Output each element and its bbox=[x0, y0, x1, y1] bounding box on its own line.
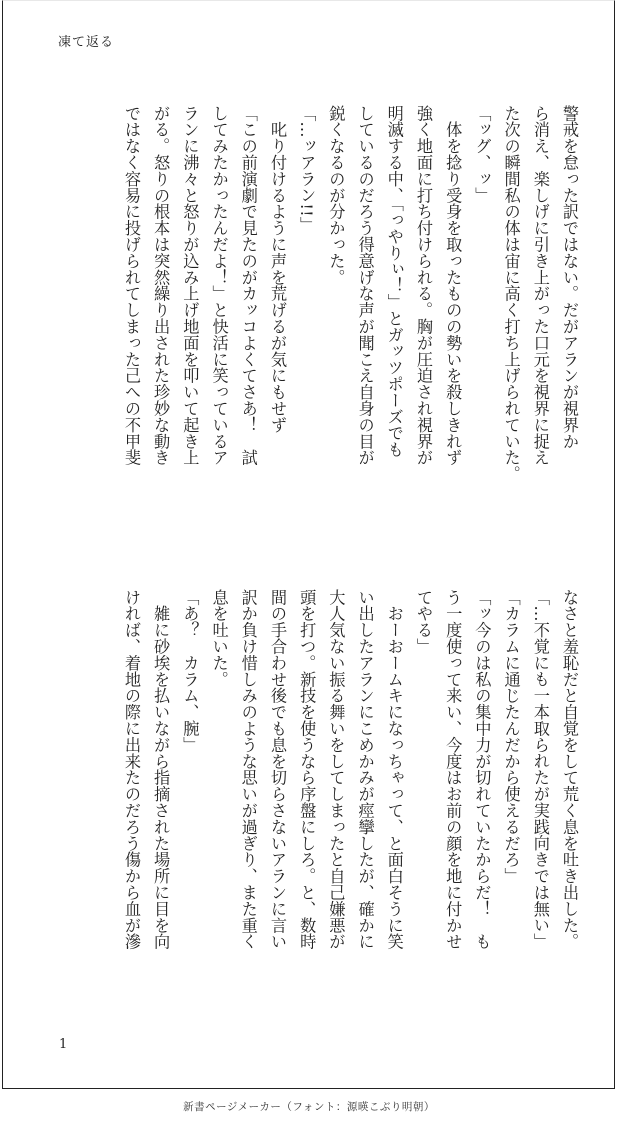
text-column: なさと羞恥だと自覚をして荒く息を吐き出した。 bbox=[560, 589, 579, 950]
text-column: 明滅する中、「っやりぃ！」とガッツポーズでも bbox=[384, 105, 404, 458]
text-column: 大人気ない振る舞いをしてしまったと自己嫌悪が bbox=[326, 589, 346, 950]
text-column: ら消え、楽しげに引き上がった口元を視界に捉え bbox=[530, 105, 550, 466]
text-column: してみたかったんだよ！」と快活に笑っているア bbox=[209, 105, 229, 466]
text-column: 間の手合わせ後でも息を切らさないアランに言い bbox=[267, 589, 287, 950]
text-column: 息を吐いた。 bbox=[209, 589, 229, 688]
text-column: てやる」 bbox=[413, 589, 433, 655]
text-column: ではなく容易に投げられてしまった己への不甲斐 bbox=[121, 105, 141, 466]
text-column: 「この前演劇で見たのがカッコよくてさあ！ 試 bbox=[238, 105, 258, 466]
text-column: しているのだろう得意げな声が聞こえ自身の目が bbox=[355, 105, 375, 466]
text-column: 頭を打つ。新技を使うなら序盤にしろ。と、数時 bbox=[297, 589, 317, 950]
text-block-bottom bbox=[84, 589, 584, 1009]
text-column: 鋭くなるのが分かった。 bbox=[326, 105, 346, 286]
text-column: 「カラムに通じたんだから使えるだろ」 bbox=[501, 589, 521, 885]
book-page bbox=[2, 0, 615, 1089]
text-column: がる。怒りの根本は突然繰り出された珍妙な動き bbox=[151, 105, 171, 466]
text-column: 叱り付けるように声を荒げるが気にもせず bbox=[267, 105, 287, 433]
text-column: 「ッ今のは私の集中力が切れていたからだ！ も bbox=[472, 589, 492, 950]
text-column: 強く地面に打ち付けられる。胸が圧迫され視界が bbox=[413, 105, 433, 466]
text-block-top bbox=[84, 105, 584, 525]
page-title: 凍て返る bbox=[58, 35, 115, 50]
text-column: い出したアランにこめかみが痙攣したが、確かに bbox=[355, 589, 375, 950]
text-column: おーおームキになっちゃって、と面白そうに笑 bbox=[384, 589, 404, 950]
text-column: 「…ッアラン!!」 bbox=[297, 105, 317, 234]
text-column: 体を捻り受身を取ったものの勢いを殺しきれず bbox=[443, 105, 463, 466]
text-column: 「ッグ、ッ」 bbox=[472, 105, 492, 204]
page-number: 1 bbox=[59, 1037, 68, 1052]
text-column: 「あ？ カラム、腕」 bbox=[180, 589, 200, 753]
text-column: ければ、着地の際に出来たのだろう傷から血が滲 bbox=[121, 589, 141, 950]
text-column: う一度使って来い、今度はお前の顔を地に付かせ bbox=[443, 589, 463, 950]
text-column: た次の瞬間私の体は宙に高く打ち上げられていた。 bbox=[501, 105, 521, 483]
text-column: 「…不覚にも一本取られたが実践向きでは無い」 bbox=[530, 589, 550, 950]
text-column: 警戒を怠った訳ではない。だがアランが視界か bbox=[560, 105, 579, 450]
text-column: 雑に砂埃を払いながら指摘された場所に目を向 bbox=[151, 589, 171, 950]
text-column: 訳か負け惜しみのような思いが過ぎり、また重く bbox=[238, 589, 258, 950]
text-column: ランに沸々と怒りが込み上げ地面を叩いて起き上 bbox=[180, 105, 200, 466]
footer-credit: 新書ページメーカー（フォント：源暎こぶり明朝） bbox=[183, 1101, 435, 1113]
